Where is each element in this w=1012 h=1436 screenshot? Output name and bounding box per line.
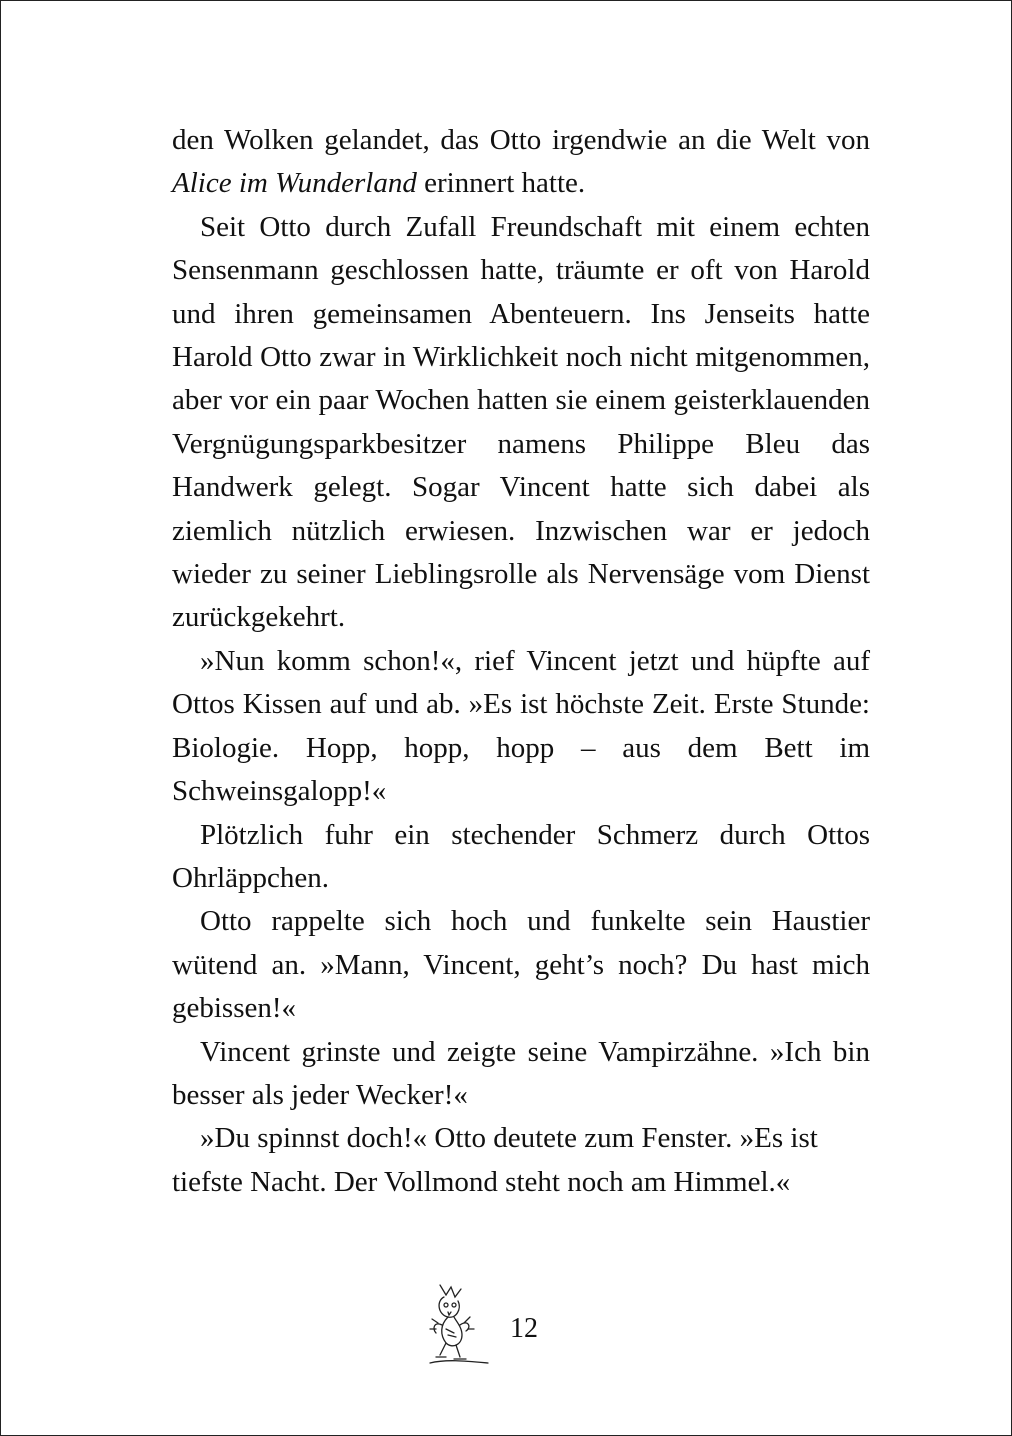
- paragraph-6: Vincent grinste und zeigte seine Vampirzähne. »Ich bin besser als jeder Wecker!«: [172, 1035, 870, 1111]
- body-text: [172, 119, 870, 1204]
- paragraph-1: [172, 119, 870, 206]
- vampire-pet-sketch-icon: [426, 1279, 501, 1369]
- paragraph-2: Seit Otto durch Zufall Freundschaft mit einem echten Sensenmann geschlossen hatte, träumte er oft von Harold und ihren gemeinsamen Abenteuern. Ins Jenseits hatte Harold Otto zwar in Wirklichkeit noch nicht mitgenommen, aber vor ein paar Wochen hatten sie einem geisterklauenden Vergnügungsparkbesitzer namens Philippe Bleu das Handwerk gelegt. Sogar Vincent hatte sich dabei als ziemlich nützlich erwiesen. Inzwischen war er jedoch wieder zu seiner Lieblingsrolle als Nervensäge vom Dienst zurückgekehrt.: [172, 210, 870, 634]
- page-footer: [426, 1279, 586, 1369]
- text-run: den Wolken gelandet, das Otto irgendwie an die Welt von: [172, 124, 870, 156]
- paragraph-4: Plötzlich fuhr ein stechender Schmerz durch Ottos Ohrläppchen.: [172, 818, 870, 894]
- book-title-italic: Alice im Wunderland: [172, 167, 417, 200]
- text-run: erinnert hatte.: [416, 167, 586, 200]
- paragraph-7: »Du spinnst doch!« Otto deutete zum Fenster. »Es ist tiefste Nacht. Der Vollmond steht noch am Himmel.«: [172, 1122, 818, 1198]
- paragraph-3: »Nun komm schon!«, rief Vincent jetzt und hüpfte auf Ottos Kissen auf und ab. »Es ist höchste Zeit. Erste Stunde: Biologie. Hopp, hopp, hopp – aus dem Bett im Schweinsgalopp!«: [172, 644, 870, 808]
- paragraph-5: Otto rappelte sich hoch und funkelte sein Haustier wütend an. »Mann, Vincent, geht’s noch? Du hast mich gebissen!«: [172, 905, 870, 1025]
- page-number: 12: [510, 1313, 538, 1344]
